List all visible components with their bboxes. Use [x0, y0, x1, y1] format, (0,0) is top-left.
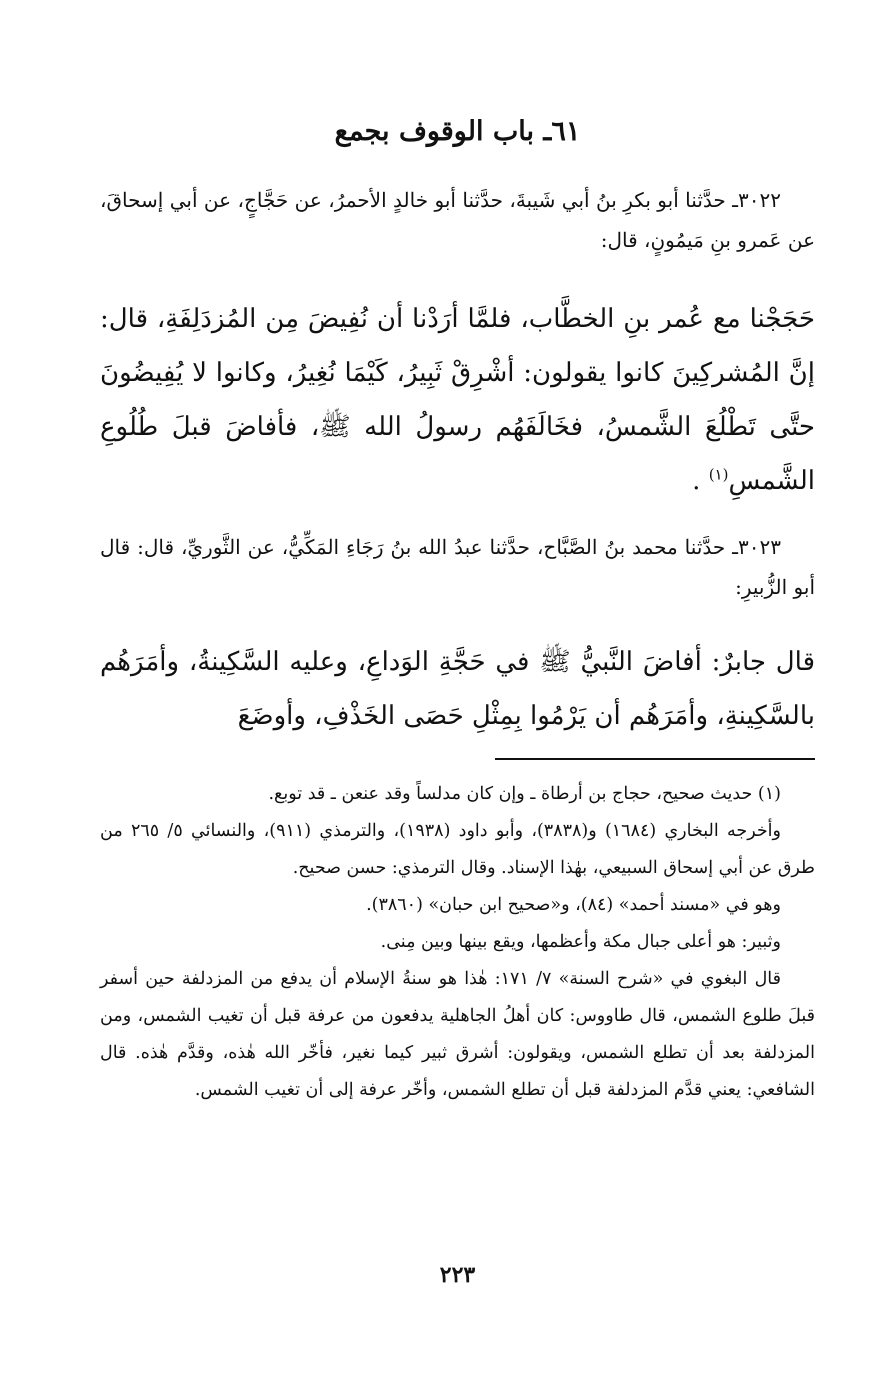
- hadith-3022-matn-text: حَجَجْنا مع عُمر بنِ الخطَّاب، فلمَّا أرَدْنا أن نُفِيضَ مِن المُزدَلِفَةِ، قال: إنَّ المُشركِينَ كانوا يقولون: أشْرِقْ ثَبِيرُ، كَيْمَا نُغِيرُ، وكانوا لا يُفِيضُونَ حتَّى تَطْلُعَ الشَّمسُ، فخَالَفَهُم رسولُ الله ﷺ، فأفاضَ قبلَ طُلُوعِ الشَّمسِ: [100, 304, 815, 496]
- page-number: ٢٢٣: [439, 1262, 476, 1288]
- chapter-title: ٦١ـ باب الوقوف بجمع: [334, 116, 581, 147]
- footnote-1-thabir: وثبير: هو أعلى جبال مكة وأعظمها، ويقع بينها وبين مِنى.: [380, 932, 781, 952]
- hadith-3022-isnad: ٣٠٢٢ـ حدَّثنا أبو بكرِ بنُ أبي شَيبةَ، حدَّثنا أبو خالدٍ الأحمرُ، عن حَجَّاجٍ، عن أبي إسحاقَ، عن عَمرو بنِ مَيمُونٍ، قال:: [100, 188, 815, 252]
- footnote-1-takhrij: وأخرجه البخاري (١٦٨٤) و(٣٨٣٨)، وأبو داود (١٩٣٨)، والترمذي (٩١١)، والنسائي ٥/ ٢٦٥ من طرق عن أبي إسحاق السبيعي، بهٰذا الإسناد. وقال الترمذي: حسن صحيح.: [100, 821, 815, 878]
- footnotes-section: [100, 776, 815, 1109]
- book-page: [100, 0, 815, 1379]
- hadith-3022-matn: [100, 292, 815, 508]
- footnote-1-musnad: وهو في «مسند أحمد» (٨٤)، و«صحيح ابن حبان» (٣٨٦٠).: [366, 895, 781, 915]
- footnote-1-baghawi: قال البغوي في «شرح السنة» ٧/ ١٧١: هٰذا هو سنةُ الإسلام أن يدفع من المزدلفة حين أسفر قبلَ طلوع الشمس، قال طاووس: كان أهلُ الجاهلية يدفعون من عرفة قبل أن تغيب الشمس، ومن المزدلفة بعد أن تطلع الشمس، ويقولون: أشرق ثبير كيما نغير، فأخّر الله هٰذه، وقدَّم هٰذه. قال الشافعي: يعني قدَّم المزدلفة قبل أن تطلع الشمس، وأخّر عرفة إلى أن تغيب الشمس.: [100, 969, 815, 1100]
- hadith-3023-matn: قال جابرٌ: أفاضَ النَّبيُّ ﷺ في حَجَّةِ الوَداعِ، وعليه السَّكِينةُ، وأمَرَهُم بالسَّكِينةِ، وأمَرَهُم أن يَرْمُوا بِمِثْلِ حَصَى الخَذْفِ، وأوضَعَ: [100, 647, 815, 731]
- hadith-3022-matn-end: .: [692, 466, 709, 496]
- footnote-marker-1: (١): [708, 465, 729, 484]
- footnote-divider: [495, 758, 815, 760]
- hadith-3023-isnad: ٣٠٢٣ـ حدَّثنا محمد بنُ الصَّبَّاح، حدَّثنا عبدُ الله بنُ رَجَاءِ المَكِّيُّ، عن الثَّوريِّ، قال: قال أبو الزُّبيرِ:: [100, 535, 815, 599]
- footnote-1-grading: (١) حديث صحيح، حجاج بن أرطاة ـ وإن كان مدلساً وقد عنعن ـ قد توبع.: [268, 784, 781, 804]
